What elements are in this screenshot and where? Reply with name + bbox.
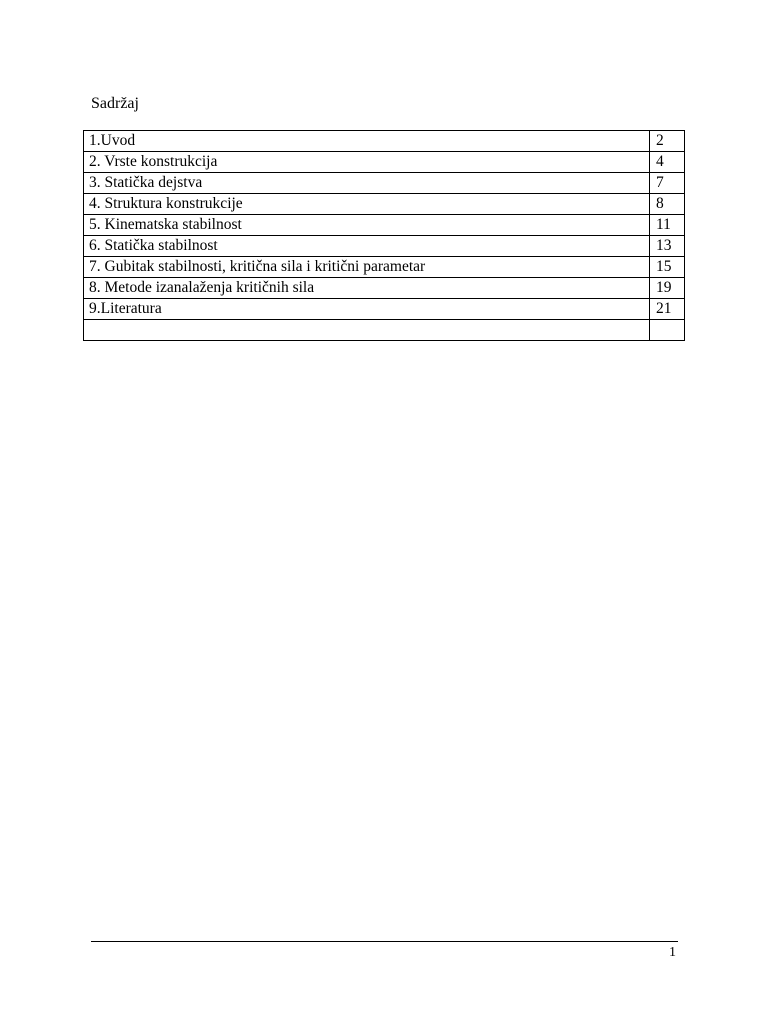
table-of-contents bbox=[83, 130, 685, 341]
toc-entry-page: 13 bbox=[650, 236, 685, 257]
table-row bbox=[84, 131, 685, 152]
toc-entry-title: 9.Literatura bbox=[84, 299, 650, 320]
toc-entry-title: 5. Kinematska stabilnost bbox=[84, 215, 650, 236]
toc-entry-page: 2 bbox=[650, 131, 685, 152]
table-row bbox=[84, 299, 685, 320]
toc-entry-title: 1.Uvod bbox=[84, 131, 650, 152]
toc-entry-title: 7. Gubitak stabilnosti, kritična sila i kritični parametar bbox=[84, 257, 650, 278]
toc-entry-page: 4 bbox=[650, 152, 685, 173]
table-row bbox=[84, 236, 685, 257]
toc-entry-title: 6. Statička stabilnost bbox=[84, 236, 650, 257]
table-row-empty bbox=[84, 320, 685, 341]
table-row bbox=[84, 152, 685, 173]
table-row bbox=[84, 173, 685, 194]
toc-entry-page: 11 bbox=[650, 215, 685, 236]
toc-entry-title: 4. Struktura konstrukcije bbox=[84, 194, 650, 215]
toc-entry-page bbox=[650, 320, 685, 341]
page-title: Sadržaj bbox=[91, 95, 139, 112]
table-row bbox=[84, 257, 685, 278]
toc-entry-title: 2. Vrste konstrukcija bbox=[84, 152, 650, 173]
toc-entry-title: 8. Metode izanalaženja kritičnih sila bbox=[84, 278, 650, 299]
toc-entry-page: 19 bbox=[650, 278, 685, 299]
toc-entry-title: 3. Statička dejstva bbox=[84, 173, 650, 194]
toc-entry-page: 15 bbox=[650, 257, 685, 278]
toc-entry-page: 21 bbox=[650, 299, 685, 320]
toc-entry-title bbox=[84, 320, 650, 341]
toc-entry-page: 7 bbox=[650, 173, 685, 194]
toc-entry-page: 8 bbox=[650, 194, 685, 215]
table-row bbox=[84, 194, 685, 215]
table-row bbox=[84, 215, 685, 236]
footer-divider bbox=[91, 941, 678, 942]
table-row bbox=[84, 278, 685, 299]
page-number: 1 bbox=[669, 945, 676, 960]
